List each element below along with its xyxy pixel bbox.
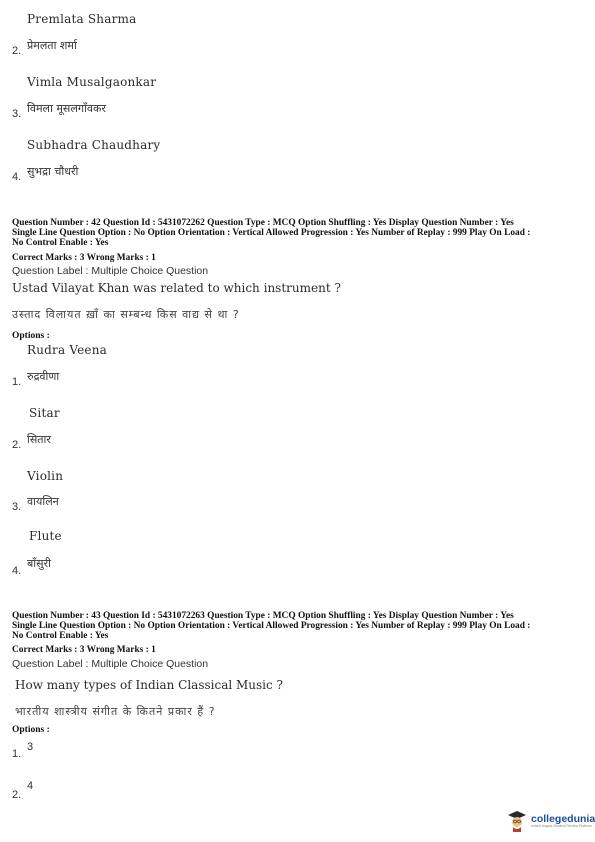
option-number: 2. (12, 439, 22, 451)
option-text-english: Premlata Sharma (27, 12, 137, 26)
question-text-english: How many types of Indian Classical Music ? (15, 678, 283, 692)
question-marks: Correct Marks : 3 Wrong Marks : 1 (12, 645, 156, 655)
option-text-english: Sitar (29, 406, 60, 420)
option-number: 1. (12, 376, 22, 388)
option-text-english: Subhadra Chaudhary (27, 138, 161, 152)
question-text-hindi: उस्ताद विलायत ख़ाँ का सम्बन्ध किस वाद्य से था ? (12, 308, 240, 321)
option-text-hindi: रुद्रवीणा (27, 370, 60, 383)
option-value: 4 (27, 780, 34, 792)
options-heading: Options : (12, 331, 50, 341)
question-label: Question Label : Multiple Choice Question (12, 265, 209, 277)
question-marks: Correct Marks : 3 Wrong Marks : 1 (12, 253, 156, 263)
question-text-hindi: भारतीय शास्त्रीय संगीत के कितने प्रकार हैं ? (15, 705, 216, 718)
option-number: 2. (12, 45, 22, 57)
graduate-mascot-icon (507, 810, 527, 832)
collegedunia-logo (507, 810, 595, 832)
question-label: Question Label : Multiple Choice Question (12, 658, 209, 670)
option-text-hindi: विमला मूसलगाँवकर (27, 102, 106, 115)
option-text-english: Flute (29, 529, 62, 543)
question-meta-line: Single Line Question Option : No Option Orientation : Vertical Allowed Progression : Yes Number of Replay : 999 Play On Load : (12, 621, 531, 631)
option-number: 2. (12, 789, 22, 801)
option-text-english: Vimla Musalgaonkar (27, 75, 157, 89)
logo-tagline: India's largest Student Review Platform (531, 824, 592, 828)
options-heading: Options : (12, 725, 50, 735)
option-text-hindi: सितार (27, 433, 51, 446)
option-value: 3 (27, 741, 34, 753)
option-text-english: Rudra Veena (27, 343, 108, 357)
question-meta-line: No Control Enable : Yes (12, 238, 109, 248)
option-text-english: Violin (27, 469, 64, 483)
option-number: 3. (12, 108, 22, 120)
option-number: 3. (12, 501, 22, 513)
option-number: 4. (12, 565, 22, 577)
option-text-hindi: सुभद्रा चौधरी (27, 165, 79, 178)
question-meta-line: No Control Enable : Yes (12, 631, 109, 641)
question-meta-line: Single Line Question Option : No Option Orientation : Vertical Allowed Progression : Yes Number of Replay : 999 Play On Load : (12, 228, 531, 238)
option-text-hindi: प्रेमलता शर्मा (27, 39, 77, 52)
logo-wordmark: collegedunia (531, 813, 595, 825)
option-text-hindi: वायलिन (27, 495, 59, 508)
question-text-english: Ustad Vilayat Khan was related to which instrument ? (12, 281, 341, 295)
question-meta-line: Question Number : 42 Question Id : 5431072262 Question Type : MCQ Option Shuffling : Yes Display Question Number : Yes (12, 218, 514, 228)
question-meta-line: Question Number : 43 Question Id : 5431072263 Question Type : MCQ Option Shuffling : Yes Display Question Number : Yes (12, 611, 514, 621)
option-number: 4. (12, 171, 22, 183)
option-text-hindi: बाँसुरी (27, 557, 51, 570)
option-number: 1. (12, 748, 22, 760)
